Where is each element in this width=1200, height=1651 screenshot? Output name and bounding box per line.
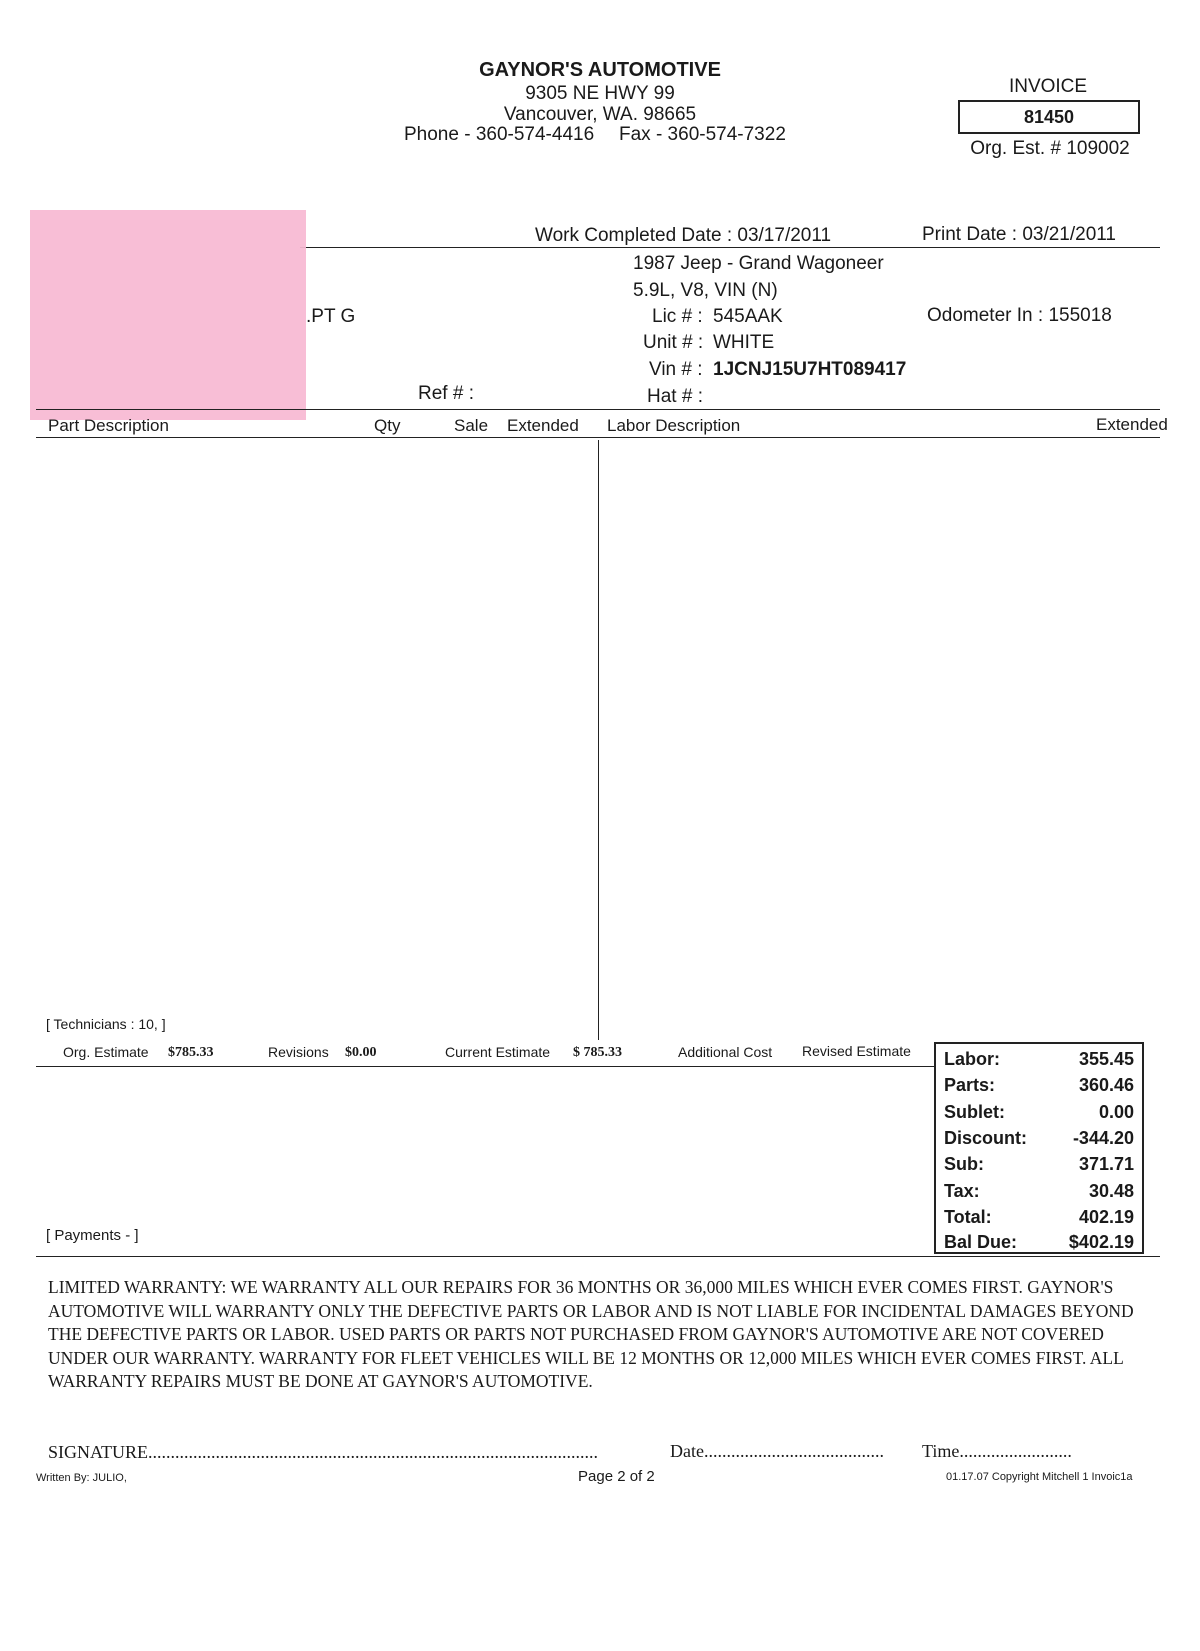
- lic-value: 545AAK: [713, 306, 783, 327]
- totals-value: 30.48: [1088, 1181, 1134, 1201]
- time-line: Time.........................: [922, 1441, 1072, 1461]
- additional-cost: Additional Cost: [678, 1044, 773, 1060]
- totals-row-total: [944, 1205, 1134, 1231]
- hat-label: Hat # :: [647, 386, 703, 407]
- org-est-number: Org. Est. # 109002: [970, 138, 1130, 159]
- totals-value: 355.45: [1078, 1049, 1134, 1069]
- totals-value: 402.19: [1078, 1207, 1134, 1227]
- col-qty: Qty: [374, 416, 401, 435]
- payments: [ Payments - ]: [46, 1227, 139, 1244]
- current-estimate-value: $ 785.33: [573, 1045, 622, 1060]
- print-date: Print Date : 03/21/2011: [922, 224, 1116, 245]
- totals-box: [934, 1042, 1144, 1254]
- invoice-number: 81450: [1023, 107, 1075, 127]
- rule-payments: [36, 1256, 1160, 1257]
- vehicle-engine: 5.9L, V8, VIN (N): [633, 280, 778, 301]
- totals-label: Discount:: [944, 1128, 1027, 1148]
- shop-phone: Phone - 360-574-4416: [404, 124, 595, 145]
- vin-value: 1JCNJ15U7HT089417: [713, 359, 907, 380]
- column-divider: [598, 440, 599, 1040]
- col-part-description: Part Description: [48, 416, 169, 435]
- totals-label: Tax:: [944, 1181, 980, 1201]
- technicians: [ Technicians : 10, ]: [46, 1016, 166, 1032]
- shop-city: Vancouver, WA. 98665: [503, 104, 697, 125]
- org-estimate-value: $785.33: [168, 1045, 214, 1060]
- totals-row-sub: [944, 1152, 1134, 1178]
- revisions-value: $0.00: [345, 1045, 377, 1060]
- invoice-number-box: [958, 100, 1140, 134]
- org-estimate-label: Org. Estimate: [63, 1044, 149, 1060]
- totals-label: Parts:: [944, 1075, 996, 1095]
- rule-columns-top: [36, 409, 1160, 410]
- unit-label: Unit # :: [643, 332, 704, 353]
- ref-number: Ref # :: [418, 383, 474, 404]
- shop-fax: Fax - 360-574-7322: [619, 124, 786, 145]
- totals-value: -344.20: [1072, 1128, 1134, 1148]
- totals-row-labor: [944, 1047, 1134, 1073]
- totals-value: 0.00: [1098, 1102, 1134, 1122]
- customer-fragment: .PT G: [306, 306, 356, 327]
- odometer-in: Odometer In : 155018: [927, 305, 1112, 326]
- col-extended: Extended: [507, 416, 579, 435]
- vin-label: Vin # :: [649, 359, 703, 380]
- totals-label: Bal Due:: [944, 1232, 1018, 1252]
- totals-label: Labor:: [944, 1049, 1000, 1069]
- totals-row-sublet: [944, 1100, 1134, 1126]
- col-labor-description: Labor Description: [607, 416, 741, 435]
- col-labor-extended: Extended: [1096, 415, 1168, 434]
- totals-row-discount: [944, 1126, 1134, 1152]
- invoice-label: INVOICE: [1008, 76, 1088, 97]
- totals-row-bal-due: [944, 1230, 1134, 1256]
- date-line: Date........................................: [670, 1441, 884, 1461]
- unit-value: WHITE: [713, 332, 775, 353]
- totals-value: 360.46: [1078, 1075, 1134, 1095]
- current-estimate-label: Current Estimate: [445, 1044, 551, 1060]
- rule-estimates: [36, 1066, 934, 1067]
- totals-row-parts: [944, 1073, 1134, 1099]
- totals-row-tax: [944, 1179, 1134, 1205]
- vehicle-model: 1987 Jeep - Grand Wagoneer: [633, 253, 884, 274]
- page-number: Page 2 of 2: [578, 1468, 655, 1485]
- totals-label: Sublet:: [944, 1102, 1005, 1122]
- totals-label: Sub:: [944, 1154, 984, 1174]
- written-by: Written By: JULIO,: [36, 1472, 127, 1484]
- revised-estimate: Revised Estimate: [802, 1043, 911, 1059]
- revisions-label: Revisions: [268, 1044, 329, 1060]
- totals-value: $402.19: [1068, 1232, 1134, 1252]
- col-sale: Sale: [454, 416, 489, 435]
- totals-label: Total:: [944, 1207, 992, 1227]
- shop-name: GAYNOR'S AUTOMOTIVE: [479, 59, 721, 81]
- rule-dates: [300, 247, 1160, 248]
- warranty-text: LIMITED WARRANTY: WE WARRANTY ALL OUR REPAIRS FOR 36 MONTHS OR 36,000 MILES WHICH EVER COMES FIRST. GAYNOR'S AUTOMOTIVE WILL WARRANTY ONLY THE DEFECTIVE PARTS OR LABOR AND IS NOT LIABLE FOR INCIDENTAL DAMAGES BEYOND THE DEFECTIVE PARTS OR LABOR. USED PARTS OR PARTS NOT PURCHASED FROM GAYNOR'S AUTOMOTIVE ARE NOT COVERED UNDER OUR WARRANTY. WARRANTY FOR FLEET VEHICLES WILL BE 12 MONTHS OR 12,000 MILES WHICH EVER COMES FIRST. ALL WARRANTY REPAIRS MUST BE DONE AT GAYNOR'S AUTOMOTIVE.: [48, 1277, 1134, 1391]
- work-completed-date: Work Completed Date : 03/17/2011: [535, 225, 832, 246]
- copyright: 01.17.07 Copyright Mitchell 1 Invoic1a: [946, 1471, 1133, 1483]
- sticky-note-redaction: [30, 210, 306, 420]
- rule-columns-bottom: [36, 437, 1160, 438]
- totals-value: 371.71: [1078, 1154, 1134, 1174]
- lic-label: Lic # :: [652, 306, 703, 327]
- shop-address: 9305 NE HWY 99: [525, 83, 675, 104]
- signature-line: SIGNATURE....................................................................................................: [48, 1442, 599, 1462]
